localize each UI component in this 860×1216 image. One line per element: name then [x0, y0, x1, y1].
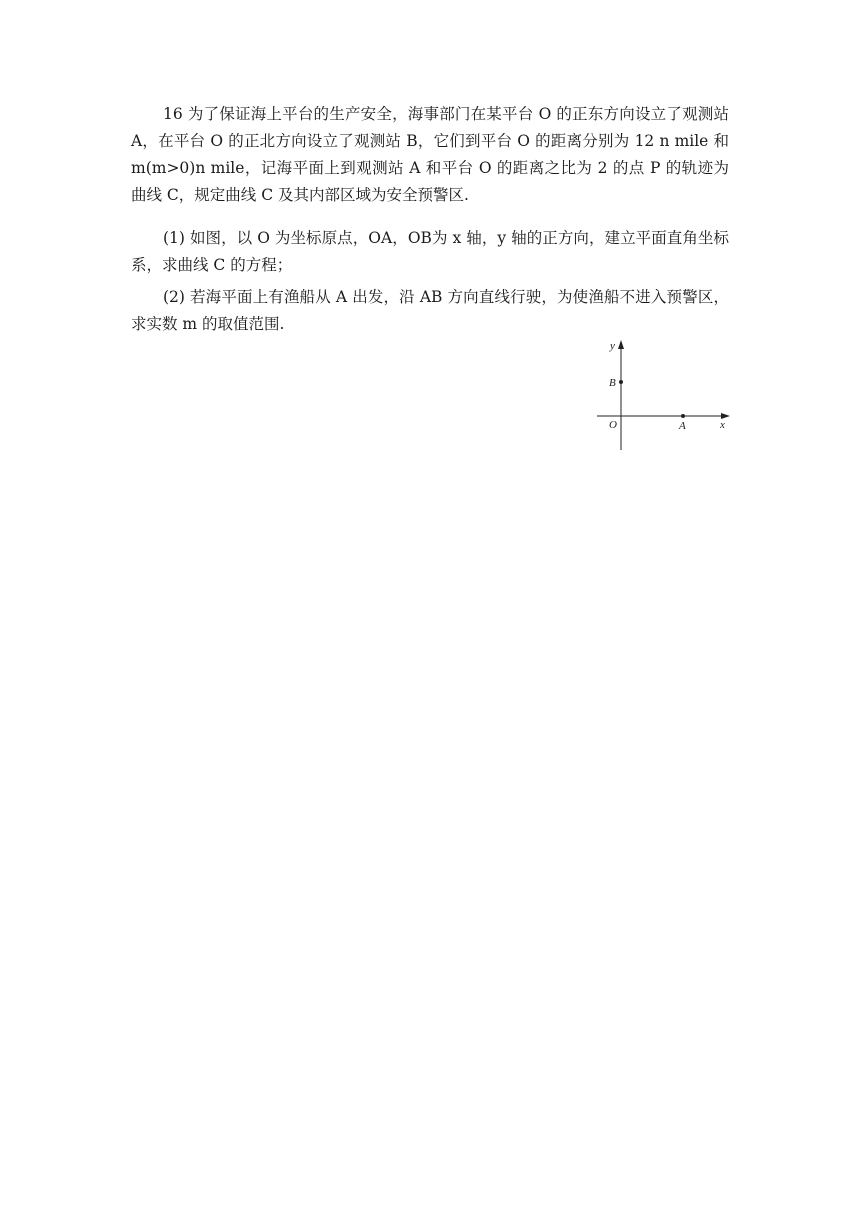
point-a-label: A [679, 420, 686, 432]
x-axis-label: x [720, 419, 725, 431]
origin-label: O [609, 419, 617, 431]
point-a [681, 414, 685, 418]
point-b [619, 380, 623, 384]
y-axis-label: y [610, 340, 615, 352]
point-b-label: B [609, 377, 616, 389]
question-part-1: (1) 如图，以 O 为坐标原点，OA，OB为 x 轴，y 轴的正方向，建立平面直角坐标系，求曲线 C 的方程； [131, 229, 729, 274]
y-axis-arrow [618, 340, 624, 349]
problem-stem: 16 为了保证海上平台的生产安全，海事部门在某平台 O 的正东方向设立了观测站 A，在平台 O 的正北方向设立了观测站 B，它们到平台 O 的距离分别为 12 n mile 和 m(m>0)n mile，记海平面上到观测站 A 和平台 O 的距离之比为 2 的点 P 的轨迹为曲线 C，规定曲线 C 及其内部区域为安全预警区. [131, 105, 729, 204]
question-part-2: (2) 若海平面上有渔船从 A 出发，沿 AB 方向直线行驶，为使渔船不进入预警区，求实数 m 的取值范围. [131, 288, 729, 333]
coordinate-figure [590, 336, 735, 452]
